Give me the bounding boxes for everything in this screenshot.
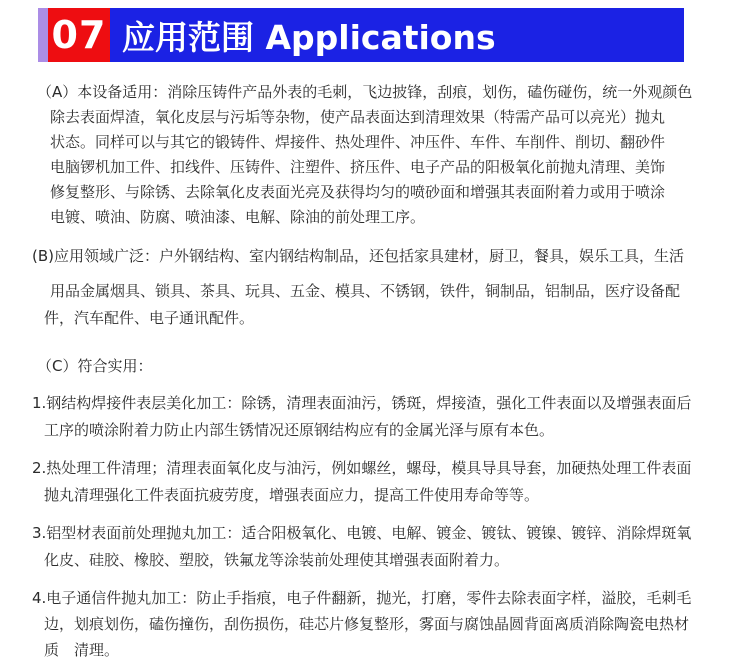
list-item [0,455,740,509]
section-header-banner [38,8,684,62]
accent-strip [38,8,48,62]
text-line: 除去表面焊渣，氧化皮层与污垢等杂物，使产品表面达到清理效果（特需产品可以亮光）抛丸 [50,108,666,126]
text-line: 抛丸清理强化工件表面抗疲劳度，增强表面应力，提高工件使用寿命等等。 [44,486,540,504]
text-line: 2.热处理工件清理；清理表面氧化皮与油污，例如螺丝，螺母，模具导具导套，加硬热处理工件表面 [32,459,692,477]
section-title: 应用范围 Applications [122,17,496,57]
list-item [0,585,740,663]
list-item [0,390,740,444]
text-line: 化皮、硅胶、橡胶、塑胶，铁氟龙等涂装前处理使其增强表面附着力。 [44,551,510,569]
text-line: (B)应用领域广泛：户外钢结构、室内钢结构制品，还包括家具建材，厨卫，餐具，娱乐工具，生活 [32,247,684,265]
text-line: 工序的喷涂附着力防止内部生锈情况还原钢结构应有的金属光泽与原有本色。 [44,421,555,439]
text-line: 边，划痕划伤，磕伤撞伤，刮伤损伤，硅芯片修复整形，雾面与腐蚀晶圆背面离质消除陶瓷电热材 [44,615,690,633]
text-line: 电镀、喷油、防腐、喷油漆、电解、除油的前处理工序。 [50,208,426,226]
text-line: 4.电子通信件抛丸加工：防止手指痕，电子件翻新，抛光，打磨，零件去除表面字样，溢胶，毛刺毛 [32,589,692,607]
text-line: 件，汽车配件、电子通讯配件。 [44,309,255,327]
section-number: 07 [51,13,107,57]
document-body [0,78,740,663]
paragraph-c-heading [0,354,740,379]
text-line: 状态。同样可以与其它的锻铸件、焊接件、热处理件、冲压件、车件、车削件、削切、翻砂件 [50,133,666,151]
paragraph-a [0,80,740,230]
text-line: 3.铝型材表面前处理抛丸加工：适合阳极氧化、电镀、电解、镀金、镀钛、镀镍、镀锌、消除焊斑氧 [32,524,692,542]
paragraph-b [0,243,740,332]
text-line: 电脑锣机加工件、扣线件、压铸件、注塑件、挤压件、电子产品的阳极氧化前抛丸清理、美饰 [50,158,666,176]
text-line: 质 清理。 [44,641,120,659]
text-line: 修复整形、与除锈、去除氧化皮表面光亮及获得均匀的喷砂面和增强其表面附着力或用于喷涂 [50,183,666,201]
text-line: 1.钢结构焊接件表层美化加工：除锈，清理表面油污，锈斑，焊接渣，强化工件表面以及增强表面后 [32,394,692,412]
text-line: （C）符合实用： [37,357,153,375]
list-item [0,520,740,574]
text-line: （A）本设备适用：消除压铸件产品外表的毛刺，飞边披锋，刮痕，划伤，磕伤碰伤，统一外观颜色 [37,83,693,101]
text-line: 用品金属烟具、锁具、茶具、玩具、五金、模具、不锈钢，铁件，铜制品，铝制品，医疗设备配 [50,282,681,300]
section-title-bar [110,8,684,62]
section-number-badge [48,8,110,62]
